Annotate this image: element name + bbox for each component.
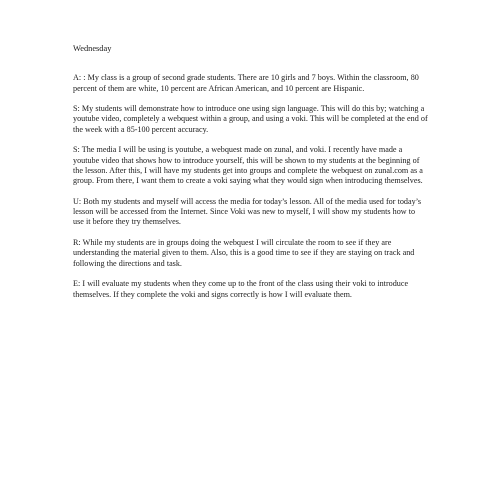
paragraph-select-media: S: The media I will be using is youtube, a webquest made on zunal, and voki. I recently have made a youtube video that shows how to introduce yourself, this will be shown to my students at the beginning of the lesson. After this, I will have my students get into groups and complete the webquest on zunal.com as a group. From there, I want them to create a voki saying what they would sign when introducing themselves. — [73, 145, 423, 186]
paragraph-evaluate: E: I will evaluate my students when they come up to the front of the class using their voki to introduce themselves. If they complete the voki and signs correctly is how I will evaluate them. — [73, 279, 409, 299]
paragraph-require-participation: R: While my students are in groups doing the webquest I will circulate the room to see if they are understanding the material given to them. Also, this is a good time to see if they are staying on track and following the directions and task. — [73, 238, 415, 268]
paragraph-analyze-learners: A: : My class is a group of second grade students. There are 10 girls and 7 boys. Within the classroom, 80 percent of them are white, 10 percent are African American, and 10 percent are Hispanic. — [73, 73, 419, 93]
document-heading: Wednesday — [73, 44, 112, 53]
document-content — [73, 44, 428, 310]
paragraph-state-objectives: S: My students will demonstrate how to introduce one using sign language. This will do this by; watching a youtube video, completely a webquest within a group, and using a voki. This will be completed at the end of the week with a 85-100 percent accuracy. — [73, 104, 428, 134]
paragraph-utilize-media: U: Both my students and myself will access the media for today’s lesson. All of the media used for today’s lesson will be accessed from the Internet. Since Voki was new to myself, I will show my students how to use it before they try themselves. — [73, 196, 422, 227]
